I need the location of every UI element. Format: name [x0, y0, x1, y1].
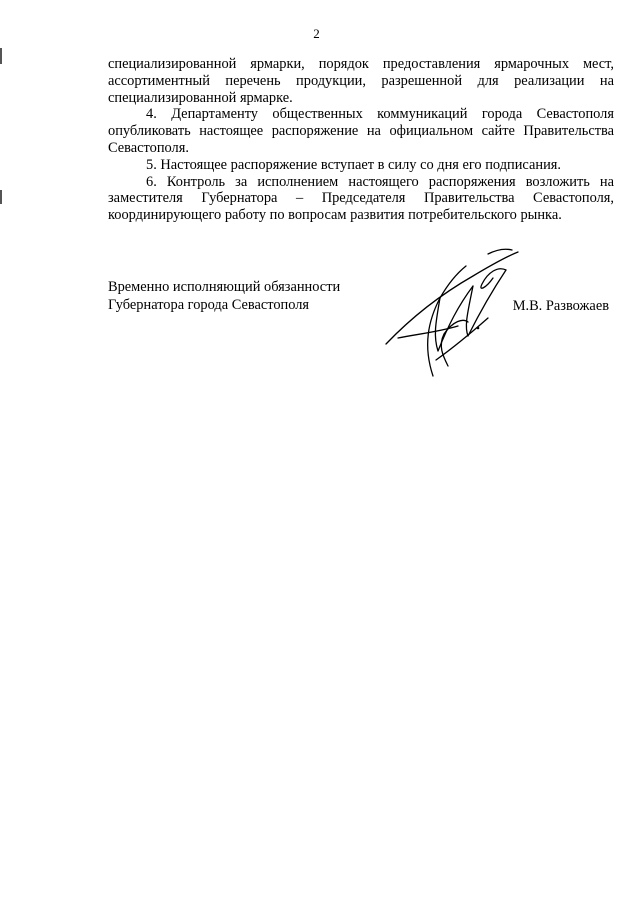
paragraph-item-6: 6. Контроль за исполнением настоящего распоряжения возложить на заместителя Губернатора – Председателя Правительства Севастополя, координирующего работу по вопросам развития потребительского рынка.	[108, 173, 614, 224]
paragraph-continuation: специализированной ярмарки, порядок предоставления ярмарочных мест, ассортиментный перечень продукции, разрешенной для реализации на специализированной ярмарке.	[108, 56, 614, 106]
page-number: 2	[313, 26, 320, 41]
margin-binding-mark	[0, 190, 2, 204]
signatory-title-line-1: Временно исполняющий обязанности	[108, 279, 341, 295]
signatory-name: М.В. Развожаев	[512, 298, 609, 314]
signatory-title-line-2: Губернатора города Севастополя	[108, 297, 310, 313]
document-body	[108, 56, 614, 224]
margin-binding-mark	[0, 48, 2, 64]
paragraph-item-5: 5. Настоящее распоряжение вступает в силу со дня его подписания.	[146, 156, 561, 173]
paragraph-item-4: 4. Департаменту общественных коммуникаций города Севастополя опубликовать настоящее распоряжение на официальном сайте Правительства Севастополя.	[108, 106, 614, 156]
signatory-title	[108, 278, 340, 314]
